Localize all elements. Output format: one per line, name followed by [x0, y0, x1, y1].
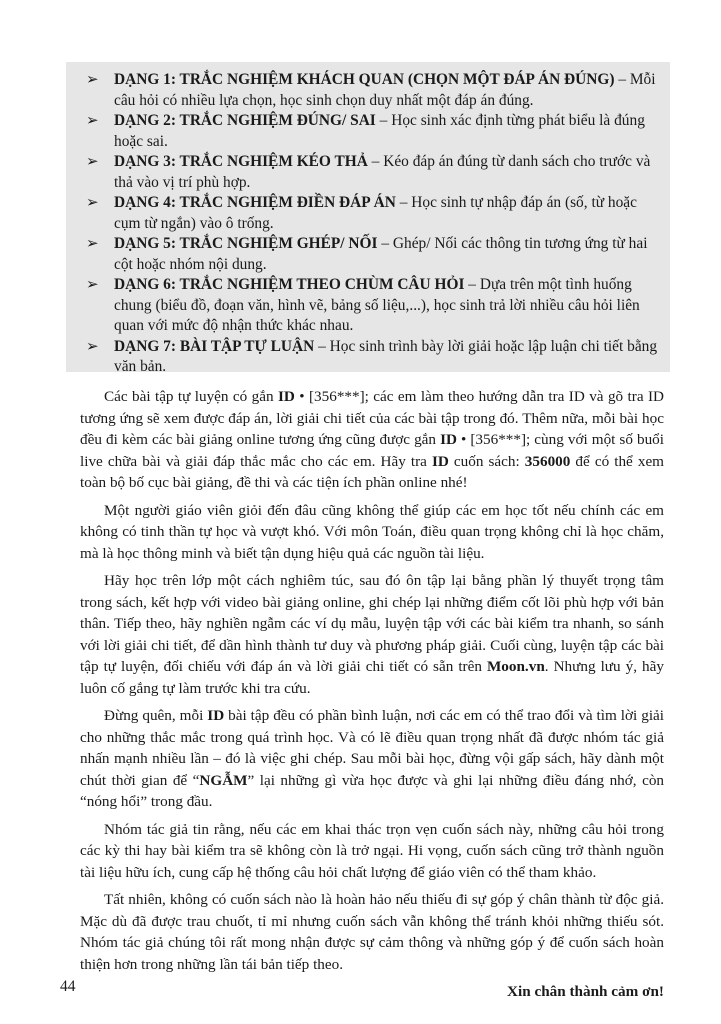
question-type-title: DẠNG 6: TRẮC NGHIỆM THEO CHÙM CÂU HỎI — [114, 276, 465, 293]
id-keyword: ID — [207, 707, 225, 724]
question-type-item — [86, 70, 660, 111]
question-type-title: DẠNG 7: BÀI TẬP TỰ LUẬN — [114, 337, 315, 355]
question-type-desc: – Học sinh xác định từng phát biểu là đúng hoặc sai. — [114, 112, 645, 150]
arrow-bullet-icon: ➢ — [86, 195, 99, 211]
text-run: Đừng quên, mỗi — [104, 707, 208, 724]
question-types-box — [66, 62, 670, 375]
question-type-item — [86, 275, 660, 337]
arrow-bullet-icon: ➢ — [86, 72, 99, 88]
question-type-item — [86, 111, 660, 152]
body-text — [80, 386, 664, 1003]
text-run: để có thể xem toàn bộ bố cục bài giảng, đề thi và các tiện ích phần online nhé! — [80, 452, 664, 491]
paragraph-feedback: Tất nhiên, không có cuốn sách nào là hoàn hảo nếu thiếu đi sự góp ý chân thành từ độc giả. Mặc dù đã được trau chuốt, tỉ mỉ nhưng cuốn sách vẫn không thể tránh khỏi những thiếu sót. Nhóm tác giả chúng tôi rất mong nhận được sự cảm thông và những góp ý để cuốn sách hoàn thiện hơn trong những lần tái bản tiếp theo. — [80, 891, 664, 973]
ngam-keyword: NGẪM — [199, 771, 248, 789]
question-type-item — [86, 337, 660, 378]
moon-link-text: Moon.vn — [486, 658, 545, 675]
id-keyword: ID — [440, 431, 457, 448]
text-run: • [356***]; các em làm theo hướng dẫn tra ID và gõ tra ID tương ứng sẽ xem được đáp án, lời giải chi tiết của các bài tập trong đó. Thêm nữa, mỗi bài học đều đi kèm các bài giảng online tương ứng cũng được gắn — [80, 388, 664, 448]
closing-thanks: Xin chân thành cảm ơn! — [507, 983, 664, 1000]
id-keyword: ID — [431, 452, 449, 470]
paragraph-comments — [80, 705, 664, 813]
text-run: • [356***]; cùng với một số buổi live chữa bài và giải đáp thắc mắc cho các em. Hãy tra — [80, 431, 664, 470]
text-run: Hãy học trên lớp một cách nghiêm túc, sau đó ôn tập lại bằng phần lý thuyết trọng tâm trong sách, kết hợp với video bài giảng online, ghi chép lại những điểm cốt lõi phù hợp với bản thân. Tiếp theo, hãy nghiền ngẫm các ví dụ mẫu, luyện tập với các bài kiểm tra nhanh, so sánh với lời giải chi tiết, để dần hình thành tư duy và phương pháp giải. Cuối cùng, luyện tập các bài tập tự luyện, đối chiếu với đáp án và lời giải chi tiết có sẵn trên — [80, 572, 664, 675]
text-run: . Nhưng lưu ý, hãy luôn cố gắng tự làm trước khi tra cứu. — [80, 658, 664, 697]
question-type-title: DẠNG 4: TRẮC NGHIỆM ĐIỀN ĐÁP ÁN — [114, 194, 396, 211]
paragraph-belief: Nhóm tác giả tin rằng, nếu các em khai thác trọn vẹn cuốn sách này, những câu hỏi trong các kỳ thi hay bài kiểm tra sẽ không còn là trở ngại. Hi vọng, cuốn sách cũng trở thành nguồn tài liệu hữu ích, cung cấp hệ thống câu hỏi chất lượng để giáo viên có thể tham khảo. — [80, 820, 664, 881]
question-type-title: DẠNG 1: TRẮC NGHIỆM KHÁCH QUAN (CHỌN MỘT ĐÁP ÁN ĐÚNG) — [114, 71, 615, 88]
question-type-desc: – Mỗi câu hỏi có nhiều lựa chọn, học sinh chọn duy nhất một đáp án đúng. — [114, 71, 656, 109]
question-type-title: DẠNG 2: TRẮC NGHIỆM ĐÚNG/ SAI — [114, 112, 376, 129]
question-type-item — [86, 152, 660, 193]
question-type-desc: – Dựa trên một tình huống chung (biểu đồ, đoạn văn, hình vẽ, bảng số liệu,...), học sinh trả lời nhiều câu hỏi liên quan với mức độ nhận thức khác nhau. — [114, 276, 640, 334]
question-type-item — [86, 234, 660, 275]
question-type-title: DẠNG 5: TRẮC NGHIỆM GHÉP/ NỐI — [114, 235, 378, 252]
page-number: 44 — [60, 978, 76, 995]
arrow-bullet-icon: ➢ — [86, 113, 99, 129]
arrow-bullet-icon: ➢ — [86, 277, 99, 293]
question-type-desc: – Học sinh trình bày lời giải hoặc lập luận chi tiết bằng văn bản. — [114, 337, 658, 375]
paragraph-id-lookup — [80, 386, 664, 494]
paragraph-study-method — [80, 570, 664, 699]
text-run: Các bài tập tự luyện có gắn — [104, 388, 278, 405]
question-type-item — [86, 193, 660, 234]
text-run: cuốn sách: — [448, 452, 525, 470]
question-type-desc: – Ghép/ Nối các thông tin tương ứng từ hai cột hoặc nhóm nội dung. — [114, 235, 648, 273]
arrow-bullet-icon: ➢ — [86, 236, 99, 252]
paragraph-self-study: Một người giáo viên giỏi đến đâu cũng không thể giúp các em học tốt nếu chính các em không có tinh thần tự học và vượt khó. Với môn Toán, điều quan trọng không chỉ là học chăm, mà là học thông minh và biết tận dụng hiệu quả các nguồn tài liệu. — [80, 501, 664, 562]
text-run: ” lại những gì vừa học được và ghi lại những điều đáng nhớ, còn “nóng hổi” trong đầu. — [80, 771, 665, 810]
arrow-bullet-icon: ➢ — [86, 154, 99, 170]
id-keyword: ID — [277, 388, 295, 405]
book-id-code: 356000 — [524, 452, 571, 470]
question-type-desc: – Kéo đáp án đúng từ danh sách cho trước và thả vào vị trí phù hợp. — [114, 153, 651, 191]
arrow-bullet-icon: ➢ — [86, 338, 99, 355]
question-type-desc: – Học sinh tự nhập đáp án (số, từ hoặc cụm từ ngắn) vào ô trống. — [114, 194, 637, 232]
question-type-title: DẠNG 3: TRẮC NGHIỆM KÉO THẢ — [114, 153, 368, 170]
text-run: bài tập đều có phần bình luận, nơi các em có thể trao đổi và tìm lời giải cho những thắc mắc trong quá trình học. Và có lẽ điều quan trọng nhất đã được nhóm tác giả nhấn mạnh nhiều lần – đó là việc ghi chép. Sau mỗi bài học, đừng vội gấp sách, hãy dành một chút thời gian để “ — [80, 707, 664, 789]
